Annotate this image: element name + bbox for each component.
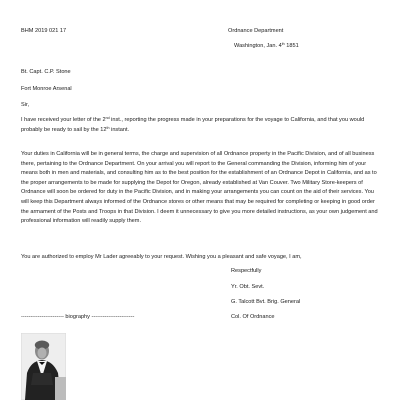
- portrait-table: [55, 377, 66, 400]
- portrait-photo: [21, 333, 66, 400]
- department-name: Ordnance Department: [228, 28, 284, 34]
- closing-signature: G. Talcott Bvt. Brig. General: [231, 299, 301, 305]
- date-place: Washington, Jan. 4: [234, 43, 282, 49]
- paragraph-authorization: You are authorized to employ Mr Lader agreeably to your request. Wishing you a pleasant and safe voyage, I am,: [21, 254, 302, 260]
- paragraph1-part-a: I have received your letter of the 2: [21, 117, 106, 123]
- date-suffix: th: [281, 42, 285, 46]
- portrait-face: [38, 348, 47, 359]
- paragraph-duties: Your duties in California will be in general terms, the charge and supervision of all Ordnance property in the Pacific Division, and of all business there, pertaining to the Ordnance Department. On your arrival you will report to the General commanding the Division, informing him of your means both in men and materials, and consulting him as to the best position for the establishment of an Ordnance Depot in California, and as to the proper arrangements to be made for supplying the Depot for Oregon, already established at Van Couver. Two Military Store-keepers of Ordnance will soon be ordered for duty in the Pacific Division, and in making your arrangements you can count on the aid of their services. You will keep this Department always informed of the Ordnance stores or other means that may be required for completing or keeping in good order the armament of the Posts and Troops in that Division. I deem it unnecessary to give you more detailed instructions, as your own judgement and professional information will readily supply them.: [21, 151, 378, 225]
- document-reference: BHM 2019 021 17: [21, 28, 67, 34]
- biography-divider: ----------------------- biography -----------------------: [21, 314, 135, 320]
- closing-servant: Yr. Obt. Sevt.: [231, 284, 265, 290]
- letter-date: [234, 43, 299, 50]
- paragraph1-part-b: inst., reporting the progress made in your preparations for the voyage to California, and that you would probably be ready to sail by the 12: [21, 117, 365, 133]
- portrait-illustration: [21, 333, 66, 400]
- date-year: 1851: [286, 43, 299, 49]
- paragraph1-part-c: instant.: [109, 126, 130, 133]
- closing-title: Col. Of Ordnance: [231, 314, 275, 320]
- paragraph-acknowledgement: [21, 116, 383, 135]
- paragraph1-sup-b: th: [106, 125, 110, 130]
- paragraph1-sup-a: nd: [105, 116, 110, 120]
- addressee-location: Fort Monroe Arsenal: [21, 86, 72, 92]
- portrait-hands: [31, 373, 53, 385]
- closing-respectfully: Respectfully: [231, 268, 262, 274]
- salutation: Sir,: [21, 102, 30, 108]
- addressee-name: Bt. Capt. C.P. Stone: [21, 69, 71, 75]
